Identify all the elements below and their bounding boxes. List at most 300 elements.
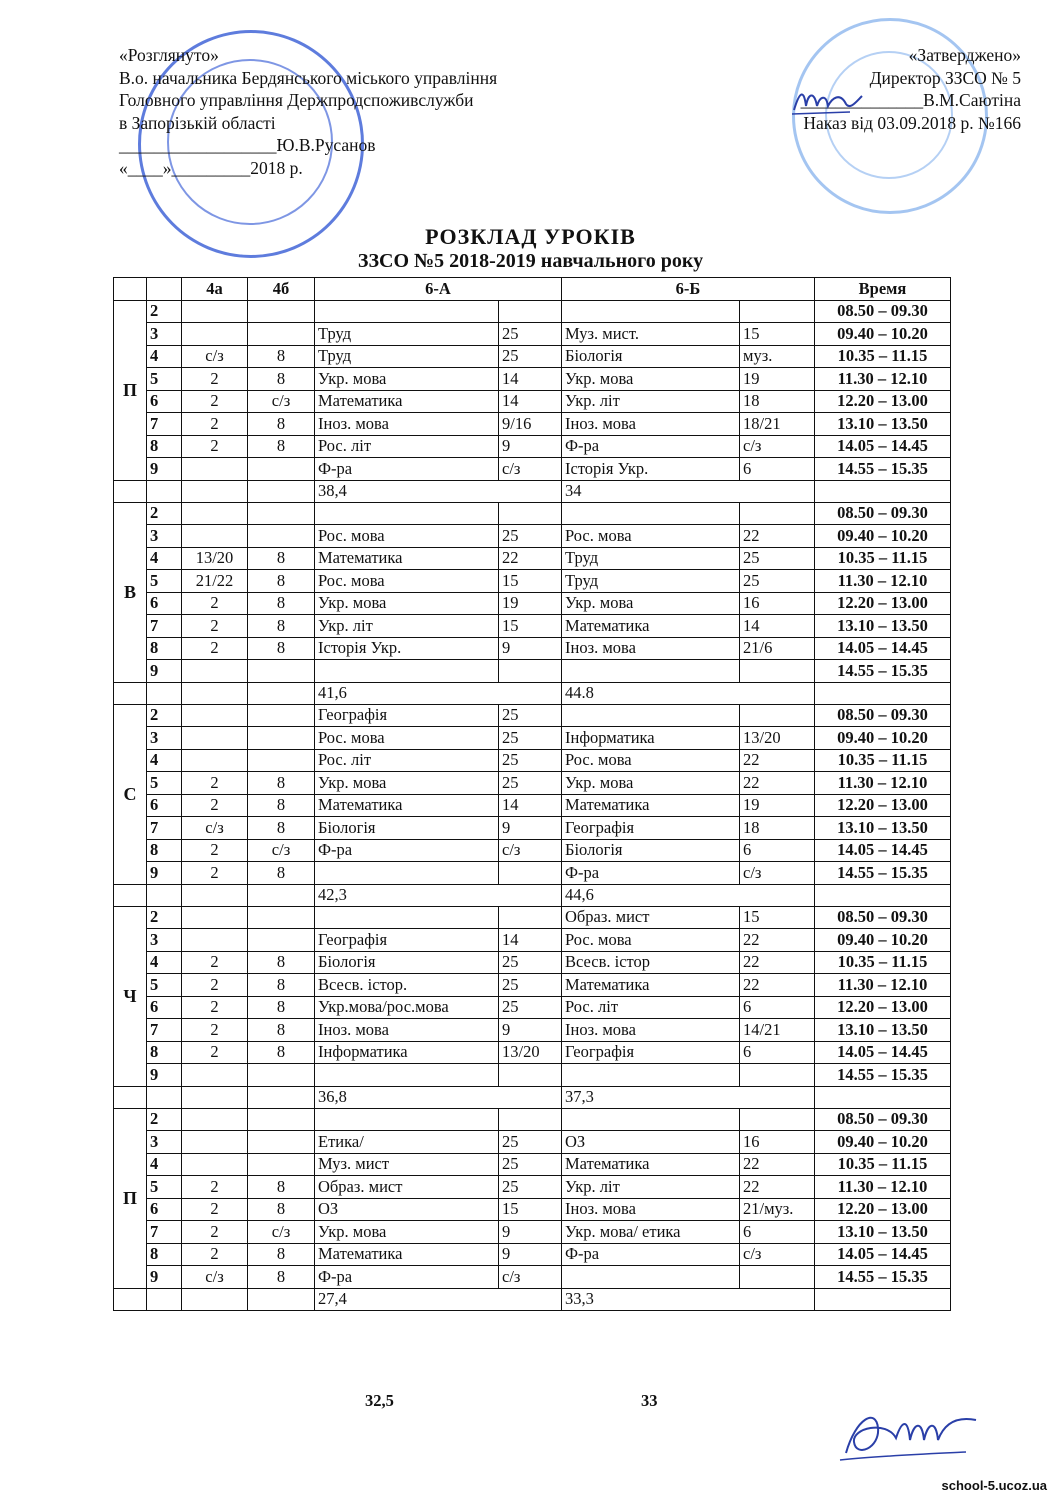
day-label: П	[114, 1108, 147, 1288]
table-row	[114, 368, 951, 391]
header-4a: 4а	[182, 278, 248, 301]
class-6a-subject: Труд	[315, 323, 499, 346]
class-6b-subject: Ф-ра	[562, 862, 740, 885]
class-6b-subject: Інформатика	[562, 727, 740, 750]
site-url: school-5.ucoz.ua	[941, 1478, 1047, 1493]
table-row	[114, 1198, 951, 1221]
class-6b-room: с/з	[740, 862, 815, 885]
class-6b-subject: Математика	[562, 1153, 740, 1176]
class-6b-subject: Укр. мова	[562, 772, 740, 795]
lesson-time: 11.30 – 12.10	[815, 974, 951, 997]
empty-cell	[147, 480, 182, 502]
empty-cell	[248, 1288, 315, 1310]
empty-cell	[248, 884, 315, 906]
empty-cell	[114, 480, 147, 502]
class-6b-subject: Образ. мист	[562, 906, 740, 929]
class-4a-cell	[182, 458, 248, 481]
lesson-time: 10.35 – 11.15	[815, 547, 951, 570]
weekly-load-row	[114, 884, 951, 906]
average-6a: 32,5	[365, 1391, 394, 1410]
class-6b-room: 6	[740, 839, 815, 862]
class-6b-subject: Укр. мова	[562, 368, 740, 391]
class-4b-cell	[248, 929, 315, 952]
class-6a-subject: Історія Укр.	[315, 637, 499, 660]
class-6a-subject	[315, 862, 499, 885]
class-4b-cell	[248, 300, 315, 323]
table-row	[114, 570, 951, 593]
lesson-time: 13.10 – 13.50	[815, 817, 951, 840]
class-6a-subject: Інформатика	[315, 1041, 499, 1064]
table-row	[114, 660, 951, 683]
class-6b-subject: Укр. мова/ етика	[562, 1221, 740, 1244]
lesson-number: 9	[147, 458, 182, 481]
class-6b-room: 22	[740, 974, 815, 997]
load-6a: 36,8	[315, 1086, 562, 1108]
empty-cell	[248, 682, 315, 704]
lesson-time: 11.30 – 12.10	[815, 570, 951, 593]
load-6b: 33,3	[562, 1288, 815, 1310]
class-4a-cell: 2	[182, 413, 248, 436]
lesson-time: 09.40 – 10.20	[815, 727, 951, 750]
class-4b-cell: 8	[248, 1198, 315, 1221]
class-6a-subject: Укр. мова	[315, 1221, 499, 1244]
table-row	[114, 323, 951, 346]
class-4a-cell	[182, 749, 248, 772]
header-time: Время	[815, 278, 951, 301]
class-6a-subject: Математика	[315, 547, 499, 570]
class-6b-room	[740, 1064, 815, 1087]
lesson-number: 5	[147, 772, 182, 795]
weekly-load-row	[114, 1086, 951, 1108]
class-6b-subject: Рос. мова	[562, 525, 740, 548]
class-4a-cell: 2	[182, 772, 248, 795]
class-4a-cell: 2	[182, 637, 248, 660]
class-6b-subject: Рос. мова	[562, 929, 740, 952]
class-6b-room: 19	[740, 794, 815, 817]
lesson-time: 09.40 – 10.20	[815, 323, 951, 346]
class-6a-subject: Іноз. мова	[315, 413, 499, 436]
class-6a-room: 25	[499, 772, 562, 795]
table-row	[114, 862, 951, 885]
lesson-number: 3	[147, 727, 182, 750]
class-6a-subject: Математика	[315, 1243, 499, 1266]
class-6b-subject: Математика	[562, 615, 740, 638]
class-4b-cell: 8	[248, 1243, 315, 1266]
lesson-number: 3	[147, 525, 182, 548]
class-6b-room: 21/муз.	[740, 1198, 815, 1221]
class-6b-room: 14	[740, 615, 815, 638]
class-4a-cell	[182, 323, 248, 346]
class-4a-cell	[182, 502, 248, 525]
header-number-cell	[147, 278, 182, 301]
table-row	[114, 1153, 951, 1176]
empty-cell	[114, 1086, 147, 1108]
class-4a-cell	[182, 704, 248, 727]
director-signature-icon	[790, 84, 865, 119]
class-6b-room	[740, 502, 815, 525]
class-6a-subject: Математика	[315, 390, 499, 413]
class-6b-room: 16	[740, 592, 815, 615]
table-row	[114, 1131, 951, 1154]
empty-cell	[147, 884, 182, 906]
class-6a-subject	[315, 1108, 499, 1131]
class-6b-room: 25	[740, 570, 815, 593]
class-6a-subject: ОЗ	[315, 1198, 499, 1221]
class-6a-subject	[315, 660, 499, 683]
table-row	[114, 1041, 951, 1064]
class-6b-room: 18	[740, 817, 815, 840]
class-4b-cell: 8	[248, 772, 315, 795]
class-4b-cell	[248, 1108, 315, 1131]
class-6b-subject: ОЗ	[562, 1131, 740, 1154]
class-4b-cell: 8	[248, 615, 315, 638]
class-6b-subject: Всесв. істор	[562, 951, 740, 974]
lesson-time: 14.55 – 15.35	[815, 660, 951, 683]
class-4b-cell: 8	[248, 794, 315, 817]
table-row	[114, 413, 951, 436]
lesson-time: 14.05 – 14.45	[815, 839, 951, 862]
class-6a-room: 9	[499, 1019, 562, 1042]
lesson-time: 14.55 – 15.35	[815, 458, 951, 481]
class-6a-room: 25	[499, 323, 562, 346]
class-4b-cell: 8	[248, 1041, 315, 1064]
lesson-time: 11.30 – 12.10	[815, 772, 951, 795]
table-row	[114, 435, 951, 458]
class-6a-subject	[315, 906, 499, 929]
lesson-time: 14.05 – 14.45	[815, 1243, 951, 1266]
header-6b: 6-Б	[562, 278, 815, 301]
weekly-load-row	[114, 480, 951, 502]
table-row	[114, 727, 951, 750]
reviewer-region: в Запорізькій області	[119, 112, 276, 133]
lesson-time: 10.35 – 11.15	[815, 345, 951, 368]
class-4a-cell: 2	[182, 862, 248, 885]
class-6a-room: 9/16	[499, 413, 562, 436]
lesson-number: 8	[147, 839, 182, 862]
class-6a-room: 19	[499, 592, 562, 615]
class-4a-cell: 13/20	[182, 547, 248, 570]
lesson-time: 10.35 – 11.15	[815, 1153, 951, 1176]
class-6a-room: 9	[499, 1221, 562, 1244]
class-6a-room: 15	[499, 1198, 562, 1221]
class-6a-subject: Рос. мова	[315, 570, 499, 593]
lesson-time: 12.20 – 13.00	[815, 996, 951, 1019]
approved-label: «Затверджено»	[908, 45, 1021, 65]
empty-cell	[248, 1086, 315, 1108]
class-6a-room: 25	[499, 996, 562, 1019]
class-6b-room: 22	[740, 525, 815, 548]
lesson-time: 14.55 – 15.35	[815, 1064, 951, 1087]
table-row	[114, 974, 951, 997]
class-6a-room: с/з	[499, 839, 562, 862]
class-6a-room: с/з	[499, 458, 562, 481]
class-6a-subject: Образ. мист	[315, 1176, 499, 1199]
lesson-time: 12.20 – 13.00	[815, 1198, 951, 1221]
reviewer-name: __________________Ю.В.Русанов	[119, 135, 376, 155]
class-4b-cell: 8	[248, 1176, 315, 1199]
table-row	[114, 1221, 951, 1244]
class-4a-cell: 2	[182, 1041, 248, 1064]
class-4b-cell: с/з	[248, 390, 315, 413]
class-6a-room: 14	[499, 929, 562, 952]
class-6b-room: 22	[740, 749, 815, 772]
class-6b-subject: Ф-ра	[562, 1243, 740, 1266]
lesson-time: 08.50 – 09.30	[815, 502, 951, 525]
lesson-number: 8	[147, 435, 182, 458]
class-6a-room: 15	[499, 615, 562, 638]
class-4b-cell	[248, 749, 315, 772]
class-6b-room: 22	[740, 951, 815, 974]
table-row	[114, 1266, 951, 1289]
class-6b-subject: Математика	[562, 974, 740, 997]
page-subtitle: ЗЗСО №5 2018-2019 навчального року	[357, 250, 704, 272]
class-6a-room: 9	[499, 435, 562, 458]
lesson-number: 5	[147, 570, 182, 593]
class-6b-subject: Рос. мова	[562, 749, 740, 772]
class-6b-subject	[562, 1064, 740, 1087]
load-6b: 34	[562, 480, 815, 502]
empty-cell	[182, 1288, 248, 1310]
class-4a-cell	[182, 906, 248, 929]
class-6a-subject: Укр. мова	[315, 592, 499, 615]
class-4b-cell: 8	[248, 1266, 315, 1289]
table-row	[114, 1243, 951, 1266]
class-6b-subject	[562, 1266, 740, 1289]
table-row	[114, 839, 951, 862]
class-6b-subject	[562, 1108, 740, 1131]
lesson-number: 2	[147, 704, 182, 727]
class-6b-room	[740, 300, 815, 323]
day-label: В	[114, 502, 147, 682]
lesson-number: 2	[147, 502, 182, 525]
day-label: Ч	[114, 906, 147, 1086]
lesson-time: 08.50 – 09.30	[815, 906, 951, 929]
lesson-number: 5	[147, 1176, 182, 1199]
class-6a-subject: Всесв. істор.	[315, 974, 499, 997]
class-4b-cell	[248, 660, 315, 683]
lesson-number: 4	[147, 1153, 182, 1176]
class-6a-subject: Математика	[315, 794, 499, 817]
signature-icon	[836, 1398, 986, 1468]
class-6a-room: 25	[499, 951, 562, 974]
class-6b-room: 14/21	[740, 1019, 815, 1042]
lesson-time: 13.10 – 13.50	[815, 1221, 951, 1244]
lesson-time: 10.35 – 11.15	[815, 749, 951, 772]
lesson-number: 6	[147, 390, 182, 413]
lesson-number: 6	[147, 1198, 182, 1221]
class-6b-room: 18	[740, 390, 815, 413]
class-4b-cell: 8	[248, 951, 315, 974]
table-row	[114, 1108, 951, 1131]
class-4a-cell: 2	[182, 1243, 248, 1266]
class-4b-cell	[248, 906, 315, 929]
class-6a-room	[499, 660, 562, 683]
class-6b-subject: Труд	[562, 547, 740, 570]
empty-cell	[114, 682, 147, 704]
class-6a-subject: Географія	[315, 929, 499, 952]
class-6b-subject: Іноз. мова	[562, 637, 740, 660]
class-4a-cell: 2	[182, 1176, 248, 1199]
class-4b-cell: 8	[248, 345, 315, 368]
class-6a-subject: Ф-ра	[315, 1266, 499, 1289]
class-6b-subject: Рос. літ	[562, 996, 740, 1019]
table-row	[114, 547, 951, 570]
class-6b-room: муз.	[740, 345, 815, 368]
class-6b-room	[740, 660, 815, 683]
class-4a-cell: 2	[182, 951, 248, 974]
empty-cell	[182, 884, 248, 906]
weekly-load-row	[114, 682, 951, 704]
class-6a-room: 25	[499, 1176, 562, 1199]
class-6a-room: 14	[499, 368, 562, 391]
lesson-time: 14.55 – 15.35	[815, 1266, 951, 1289]
class-4a-cell	[182, 660, 248, 683]
empty-cell	[248, 480, 315, 502]
class-6b-subject	[562, 660, 740, 683]
lesson-time: 14.05 – 14.45	[815, 435, 951, 458]
load-6a: 42,3	[315, 884, 562, 906]
lesson-number: 3	[147, 929, 182, 952]
class-6a-room	[499, 906, 562, 929]
class-4b-cell: 8	[248, 817, 315, 840]
table-row	[114, 1019, 951, 1042]
lesson-number: 7	[147, 413, 182, 436]
average-6b: 33	[641, 1391, 658, 1410]
class-6a-room: 13/20	[499, 1041, 562, 1064]
lesson-number: 6	[147, 794, 182, 817]
class-4a-cell	[182, 1064, 248, 1087]
lesson-number: 9	[147, 1266, 182, 1289]
class-6b-subject: Іноз. мова	[562, 1198, 740, 1221]
lesson-number: 9	[147, 862, 182, 885]
class-6b-room: 22	[740, 929, 815, 952]
class-6a-room: 9	[499, 817, 562, 840]
class-6a-room: 25	[499, 1131, 562, 1154]
lesson-time: 08.50 – 09.30	[815, 704, 951, 727]
class-4a-cell: 2	[182, 1019, 248, 1042]
class-6a-subject: Укр.мова/рос.мова	[315, 996, 499, 1019]
table-row	[114, 300, 951, 323]
empty-cell	[815, 1086, 951, 1108]
empty-cell	[815, 480, 951, 502]
class-6a-subject: Труд	[315, 345, 499, 368]
lesson-time: 08.50 – 09.30	[815, 1108, 951, 1131]
class-6b-subject: Біологія	[562, 839, 740, 862]
lesson-number: 5	[147, 974, 182, 997]
class-6b-subject: Іноз. мова	[562, 1019, 740, 1042]
lesson-number: 4	[147, 547, 182, 570]
reviewer-date: «____»_________2018 р.	[119, 157, 303, 178]
class-6a-room: 14	[499, 390, 562, 413]
class-4a-cell: 21/22	[182, 570, 248, 593]
class-4b-cell: 8	[248, 974, 315, 997]
class-6a-room: 25	[499, 704, 562, 727]
class-6a-room: 25	[499, 345, 562, 368]
class-4a-cell	[182, 1153, 248, 1176]
class-6a-subject: Рос. літ	[315, 435, 499, 458]
table-row	[114, 929, 951, 952]
class-4b-cell	[248, 1064, 315, 1087]
lesson-number: 2	[147, 300, 182, 323]
class-4b-cell	[248, 704, 315, 727]
class-6a-subject	[315, 1064, 499, 1087]
class-4a-cell: 2	[182, 1221, 248, 1244]
class-6a-room: 25	[499, 727, 562, 750]
reviewed-label: «Розглянуто»	[119, 45, 219, 65]
class-6b-subject: Укр. мова	[562, 592, 740, 615]
lesson-number: 9	[147, 1064, 182, 1087]
class-4b-cell	[248, 525, 315, 548]
class-4a-cell	[182, 1131, 248, 1154]
class-6a-subject: Муз. мист	[315, 1153, 499, 1176]
class-6a-subject: Ф-ра	[315, 458, 499, 481]
class-4a-cell: 2	[182, 996, 248, 1019]
class-4b-cell	[248, 458, 315, 481]
table-row	[114, 794, 951, 817]
class-6b-room: 19	[740, 368, 815, 391]
lesson-number: 7	[147, 1221, 182, 1244]
reviewer-position: В.о. начальника Бердянського міського управління	[119, 67, 498, 88]
class-4a-cell	[182, 300, 248, 323]
load-6b: 37,3	[562, 1086, 815, 1108]
lesson-time: 13.10 – 13.50	[815, 615, 951, 638]
table-row	[114, 345, 951, 368]
class-6b-subject: Географія	[562, 1041, 740, 1064]
lesson-number: 3	[147, 1131, 182, 1154]
lesson-time: 09.40 – 10.20	[815, 525, 951, 548]
class-6b-room: с/з	[740, 1243, 815, 1266]
load-6a: 38,4	[315, 480, 562, 502]
class-6a-subject: Рос. літ	[315, 749, 499, 772]
table-row	[114, 390, 951, 413]
lesson-time: 12.20 – 13.00	[815, 390, 951, 413]
class-4b-cell: 8	[248, 547, 315, 570]
class-4a-cell: 2	[182, 839, 248, 862]
table-row	[114, 906, 951, 929]
empty-cell	[147, 1086, 182, 1108]
class-6a-room: 25	[499, 749, 562, 772]
lesson-time: 11.30 – 12.10	[815, 368, 951, 391]
lesson-number: 4	[147, 345, 182, 368]
lesson-number: 9	[147, 660, 182, 683]
class-6a-subject	[315, 300, 499, 323]
class-6a-room: 25	[499, 525, 562, 548]
class-4a-cell	[182, 929, 248, 952]
load-6a: 41,6	[315, 682, 562, 704]
class-6a-room	[499, 1064, 562, 1087]
lesson-number: 8	[147, 637, 182, 660]
class-6a-subject: Рос. мова	[315, 727, 499, 750]
lesson-time: 14.05 – 14.45	[815, 1041, 951, 1064]
class-4a-cell: 2	[182, 435, 248, 458]
lesson-time: 14.55 – 15.35	[815, 862, 951, 885]
day-label: П	[114, 300, 147, 480]
class-4a-cell	[182, 727, 248, 750]
lesson-time: 08.50 – 09.30	[815, 300, 951, 323]
header-day-cell	[114, 278, 147, 301]
empty-cell	[815, 1288, 951, 1310]
lesson-time: 09.40 – 10.20	[815, 929, 951, 952]
class-4a-cell: 2	[182, 974, 248, 997]
empty-cell	[147, 1288, 182, 1310]
class-6b-room: 18/21	[740, 413, 815, 436]
table-row	[114, 637, 951, 660]
class-4b-cell: 8	[248, 368, 315, 391]
class-4a-cell: с/з	[182, 1266, 248, 1289]
header-4b: 4б	[248, 278, 315, 301]
load-6a: 27,4	[315, 1288, 562, 1310]
lesson-number: 7	[147, 1019, 182, 1042]
